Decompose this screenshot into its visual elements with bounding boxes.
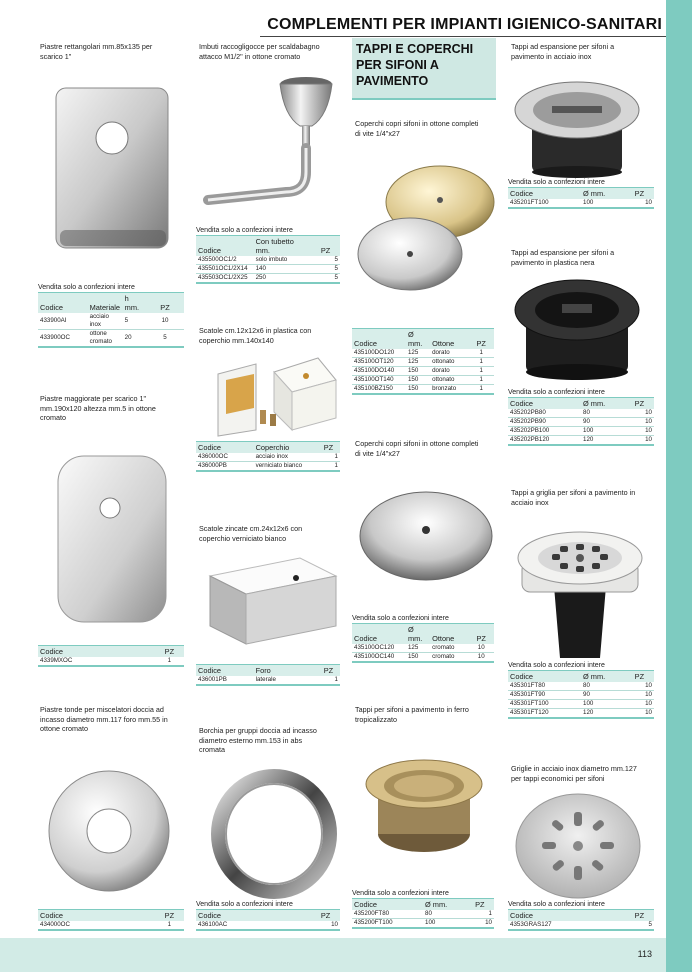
- table-cell: acciaio inox: [254, 453, 317, 462]
- table-cell: cromato: [430, 653, 468, 663]
- caption-p14: Griglie in acciaio inox diametro mm.127 per tappi economici per sifoni: [511, 764, 637, 783]
- table-cell: ottonato: [430, 358, 468, 367]
- column-header: Codice: [508, 188, 581, 200]
- column-header: Codice: [352, 624, 406, 645]
- product-table: [508, 187, 654, 209]
- section-heading-line: PER SIFONI A: [356, 58, 439, 72]
- caption-p11: Tappi ad espansione per sifoni a pavimento in acciaio inox: [511, 42, 615, 61]
- table-cell: 5: [625, 921, 654, 930]
- vendita-note: Vendita solo a confezioni intere: [352, 890, 449, 897]
- table-row: [196, 462, 340, 472]
- table-cell: 80: [581, 409, 625, 418]
- caption-p10: Tappi per sifoni a pavimento in ferro tropicalizzato: [355, 705, 469, 724]
- table-cell: 435100BZ150: [352, 385, 406, 395]
- vendita-note: Vendita solo a confezioni intere: [196, 901, 293, 908]
- product-table: [508, 909, 654, 931]
- table-cell: 125: [406, 349, 430, 358]
- grating-image: [512, 790, 644, 902]
- table-row: [352, 358, 494, 367]
- table-cell: 120: [581, 436, 625, 446]
- column-header: PZ: [625, 188, 654, 200]
- table-cell: 435500OC1/2: [196, 256, 254, 265]
- table-row: [38, 921, 184, 930]
- table-cell: 1: [468, 358, 494, 367]
- column-header: Ø mm.: [581, 398, 625, 410]
- table-cell: 435501OC1/2X14: [196, 265, 254, 274]
- column-header: Codice: [196, 665, 254, 677]
- table-cell: 100: [423, 919, 466, 929]
- column-header: Foro: [254, 665, 317, 677]
- table-cell: 435301FT100: [508, 700, 581, 709]
- table-cell: 150: [406, 385, 430, 395]
- table-cell: 10: [466, 919, 494, 929]
- table-cell: 435202PB80: [508, 409, 581, 418]
- column-header: PZ: [625, 398, 654, 410]
- side-accent-bar: [666, 0, 692, 972]
- table-row: [352, 385, 494, 395]
- table-435301: [508, 661, 654, 719]
- table-row: [38, 657, 184, 666]
- column-header: Ø mm.: [406, 624, 430, 645]
- table-cell: 250: [254, 274, 312, 284]
- table-cell: 433900OC: [38, 330, 88, 348]
- column-header: Ottone: [430, 329, 468, 350]
- table-cell: 435202PB90: [508, 418, 581, 427]
- table-cell: 125: [406, 358, 430, 367]
- table-row: [352, 910, 494, 919]
- table-cell: 436001PB: [196, 676, 254, 685]
- table-header-row: [352, 899, 494, 911]
- column-header: h mm.: [123, 293, 146, 314]
- table-cell: 435200FT100: [352, 919, 423, 929]
- caption-p8: Coperchi copri sifoni in ottone completi di vite 1/4"x27: [355, 119, 479, 138]
- column-header: Codice: [508, 671, 581, 683]
- table-cell: laterale: [254, 676, 317, 685]
- table-cell: 1: [468, 367, 494, 376]
- table-cell: bronzato: [430, 385, 468, 395]
- iron-plug-image: [360, 744, 488, 874]
- caption-p1: Piastre rettangolari mm.85x135 per scarico 1": [40, 42, 153, 61]
- table-header-row: [38, 293, 184, 314]
- column-header: Codice: [508, 910, 625, 922]
- caption-p3: Piastre tonde per miscelatori doccia ad incasso diametro mm.117 foro mm.55 in ottone cromato: [40, 705, 168, 733]
- table-435201: [508, 178, 654, 209]
- column-header: PZ: [155, 910, 184, 922]
- table-cell: 90: [581, 691, 625, 700]
- table-cell: 435301FT120: [508, 709, 581, 719]
- column-header: PZ: [155, 646, 184, 658]
- table-row: [196, 265, 340, 274]
- table-cell: 1: [155, 921, 184, 930]
- table-cell: 10: [468, 644, 494, 653]
- table-cell: 435201FT100: [508, 199, 581, 208]
- table-header-row: [196, 236, 340, 257]
- product-table: [196, 441, 340, 472]
- table-row: [508, 709, 654, 719]
- column-header: PZ: [311, 910, 340, 922]
- table-4339MX: [38, 645, 184, 667]
- vendita-note: Vendita solo a confezioni intere: [508, 389, 605, 396]
- title-rule: [260, 36, 666, 37]
- table-cell: 1: [468, 349, 494, 358]
- table-header-row: [38, 910, 184, 922]
- column-header: Codice: [38, 646, 155, 658]
- table-row: [38, 313, 184, 330]
- table-cell: 1: [468, 385, 494, 395]
- column-header: Ø mm.: [581, 671, 625, 683]
- table-cell: 435100OT140: [352, 376, 406, 385]
- table-cell: 1: [468, 376, 494, 385]
- caption-p7: Borchia per gruppi doccia ad incasso diametro esterno mm.153 in abs cromata: [199, 726, 317, 754]
- table-row: [508, 700, 654, 709]
- column-header: Ottone: [430, 624, 468, 645]
- product-table: [508, 670, 654, 719]
- table-cell: 120: [581, 709, 625, 719]
- table-row: [508, 418, 654, 427]
- table-434000: [38, 909, 184, 931]
- column-header: PZ: [317, 665, 340, 677]
- table-cell: 10: [625, 700, 654, 709]
- table-cell: 434000OC: [38, 921, 155, 930]
- column-header: Codice: [352, 329, 406, 350]
- table-cell: 1: [466, 910, 494, 919]
- table-cell: 5: [311, 256, 340, 265]
- caption-p2: Piastre maggiorate per scarico 1" mm.190x120 altezza mm.5 in ottone cromato: [40, 394, 156, 422]
- table-row: [508, 436, 654, 446]
- table-cell: 10: [625, 709, 654, 719]
- table-4353GRAS: [508, 900, 654, 931]
- table-row: [352, 367, 494, 376]
- table-cell: 435200FT80: [352, 910, 423, 919]
- column-header: PZ: [146, 293, 184, 314]
- table-row: [352, 349, 494, 358]
- table-cell: 10: [311, 921, 340, 930]
- table-row: [508, 199, 654, 208]
- table-cell: 140: [254, 265, 312, 274]
- column-header: Codice: [352, 899, 423, 911]
- product-table: [352, 623, 494, 663]
- table-row: [352, 644, 494, 653]
- table-cell: 433900AI: [38, 313, 88, 330]
- table-cell: 435100OC140: [352, 653, 406, 663]
- table-row: [196, 921, 340, 930]
- table-cell: 435503OC1/2X25: [196, 274, 254, 284]
- table-cell: solo imbuto: [254, 256, 312, 265]
- table-cell: 1: [317, 676, 340, 685]
- chrome-cover-image: [356, 486, 496, 586]
- table-row: [196, 274, 340, 284]
- page-title: COMPLEMENTI PER IMPIANTI IGIENICO-SANITARI: [267, 16, 662, 33]
- drip-funnel-image: [200, 72, 340, 222]
- caption-p5: Scatole cm.12x12x6 in plastica con coperchio mm.140x140: [199, 326, 312, 345]
- table-cell: 436000PB: [196, 462, 254, 472]
- table-cell: ottone cromato: [88, 330, 123, 348]
- column-header: Codice: [38, 293, 88, 314]
- table-cell: 10: [625, 418, 654, 427]
- table-cell: 436100AC: [196, 921, 311, 930]
- table-433900: [38, 283, 184, 348]
- vendita-note: Vendita solo a confezioni intere: [352, 615, 449, 622]
- caption-p4: Imbuti raccogligocce per scaldabagno attacco M1/2" in ottone cromato: [199, 42, 320, 61]
- column-header: Codice: [38, 910, 155, 922]
- page-number: 113: [637, 949, 652, 959]
- column-header: PZ: [317, 442, 340, 454]
- table-row: [196, 256, 340, 265]
- table-cell: 10: [468, 653, 494, 663]
- product-table: [352, 898, 494, 929]
- caption-p12: Tappi ad espansione per sifoni a pavimento in plastica nera: [511, 248, 615, 267]
- column-header: PZ: [311, 236, 340, 257]
- vendita-note: Vendita solo a confezioni intere: [38, 284, 135, 291]
- table-row: [508, 682, 654, 691]
- table-cell: 435301FT90: [508, 691, 581, 700]
- table-436100: [196, 900, 340, 931]
- table-cell: 100: [581, 700, 625, 709]
- table-header-row: [508, 398, 654, 410]
- table-cell: 10: [625, 427, 654, 436]
- table-cell: 435100DO120: [352, 349, 406, 358]
- column-header: PZ: [466, 899, 494, 911]
- table-435200: [352, 889, 494, 929]
- table-cell: dorato: [430, 367, 468, 376]
- table-cell: 10: [625, 199, 654, 208]
- column-header: Codice: [508, 398, 581, 410]
- table-cell: 100: [581, 199, 625, 208]
- product-table: [196, 235, 340, 284]
- table-header-row: [352, 329, 494, 350]
- product-table: [508, 397, 654, 446]
- section-rule: [352, 98, 496, 100]
- column-header: Coperchio: [254, 442, 317, 454]
- table-row: [508, 691, 654, 700]
- table-cell: 1: [317, 453, 340, 462]
- table-cell: 10: [146, 313, 184, 330]
- table-cell: 125: [406, 644, 430, 653]
- table-cell: 5: [311, 265, 340, 274]
- table-cell: 4353GRAS127: [508, 921, 625, 930]
- table-436001: [196, 664, 340, 686]
- table-row: [352, 376, 494, 385]
- column-header: Codice: [196, 910, 311, 922]
- vendita-note: Vendita solo a confezioni intere: [508, 662, 605, 669]
- table-cell: 10: [625, 682, 654, 691]
- section-heading: [352, 38, 496, 98]
- table-cell: 90: [581, 418, 625, 427]
- table-4355: [196, 226, 340, 284]
- column-header: Ø mm.: [581, 188, 625, 200]
- zinc-box-image: [204, 548, 342, 656]
- table-header-row: [196, 910, 340, 922]
- table-cell: 10: [625, 436, 654, 446]
- table-row: [38, 330, 184, 348]
- table-cell: 435100OT120: [352, 358, 406, 367]
- product-table: [38, 909, 184, 931]
- table-cell: dorato: [430, 349, 468, 358]
- column-header: PZ: [468, 329, 494, 350]
- plastic-plug-image: [512, 270, 642, 386]
- table-row: [352, 919, 494, 929]
- table-cell: cromato: [430, 644, 468, 653]
- large-plate-image: [52, 450, 172, 630]
- table-cell: 435202PB100: [508, 427, 581, 436]
- table-cell: 1: [317, 462, 340, 472]
- table-4351-ottone: [352, 328, 494, 395]
- column-header: PZ: [468, 624, 494, 645]
- shower-rosette-image: [210, 768, 338, 900]
- rectangular-plate-image: [40, 80, 186, 260]
- column-header: Codice: [196, 442, 254, 454]
- section-heading-line: PAVIMENTO: [356, 74, 429, 88]
- section-heading-line: TAPPI E COPERCHI: [356, 42, 474, 56]
- caption-p6: Scatole zincate cm.24x12x6 con coperchio verniciato bianco: [199, 524, 303, 543]
- table-435202: [508, 388, 654, 446]
- table-header-row: [508, 671, 654, 683]
- table-cell: 150: [406, 653, 430, 663]
- product-table: [352, 328, 494, 395]
- caption-p13: Tappi a griglia per sifoni a pavimento in acciaio inox: [511, 488, 636, 507]
- table-cell: 10: [625, 409, 654, 418]
- table-cell: 435202PB120: [508, 436, 581, 446]
- table-cell: 435100DO140: [352, 367, 406, 376]
- table-row: [196, 676, 340, 685]
- table-cell: 435100OC120: [352, 644, 406, 653]
- table-cell: 1: [155, 657, 184, 666]
- column-header: Ø mm.: [406, 329, 430, 350]
- table-row: [196, 453, 340, 462]
- table-cell: 5: [123, 313, 146, 330]
- caption-p9: Coperchi copri sifoni in ottone completi di vite 1/4"x27: [355, 439, 479, 458]
- table-cell: 150: [406, 367, 430, 376]
- table-cell: 150: [406, 376, 430, 385]
- table-cell: 436000OC: [196, 453, 254, 462]
- column-header: Codice: [196, 236, 254, 257]
- table-header-row: [38, 646, 184, 658]
- table-cell: 5: [311, 274, 340, 284]
- vendita-note: Vendita solo a confezioni intere: [508, 901, 605, 908]
- table-436000: [196, 441, 340, 472]
- table-cell: 5: [146, 330, 184, 348]
- table-header-row: [352, 624, 494, 645]
- column-header: Ø mm.: [423, 899, 466, 911]
- table-cell: 10: [625, 691, 654, 700]
- table-row: [508, 427, 654, 436]
- table-4351-cromato: [352, 614, 494, 663]
- grid-plug-image: [512, 512, 648, 660]
- plastic-box-image: [212, 352, 340, 438]
- column-header: PZ: [625, 671, 654, 683]
- round-plate-image: [44, 766, 174, 896]
- inox-plug-image: [512, 72, 642, 180]
- table-header-row: [508, 910, 654, 922]
- table-cell: 80: [423, 910, 466, 919]
- column-header: Materiale: [88, 293, 123, 314]
- product-table: [196, 909, 340, 931]
- table-row: [508, 921, 654, 930]
- vendita-note: Vendita solo a confezioni intere: [196, 227, 293, 234]
- vendita-note: Vendita solo a confezioni intere: [508, 179, 605, 186]
- table-cell: 100: [581, 427, 625, 436]
- product-table: [38, 292, 184, 348]
- product-table: [38, 645, 184, 667]
- table-header-row: [508, 188, 654, 200]
- column-header: PZ: [625, 910, 654, 922]
- table-cell: 4339MXOC: [38, 657, 155, 666]
- table-row: [352, 653, 494, 663]
- table-cell: 80: [581, 682, 625, 691]
- table-cell: 435301FT80: [508, 682, 581, 691]
- table-cell: verniciato bianco: [254, 462, 317, 472]
- table-cell: 20: [123, 330, 146, 348]
- product-table: [196, 664, 340, 686]
- footer-band: [0, 938, 666, 972]
- table-cell: acciaio inox: [88, 313, 123, 330]
- table-row: [508, 409, 654, 418]
- table-header-row: [196, 665, 340, 677]
- brass-covers-image: [354, 160, 498, 296]
- table-header-row: [196, 442, 340, 454]
- table-cell: ottonato: [430, 376, 468, 385]
- column-header: Con tubetto mm.: [254, 236, 312, 257]
